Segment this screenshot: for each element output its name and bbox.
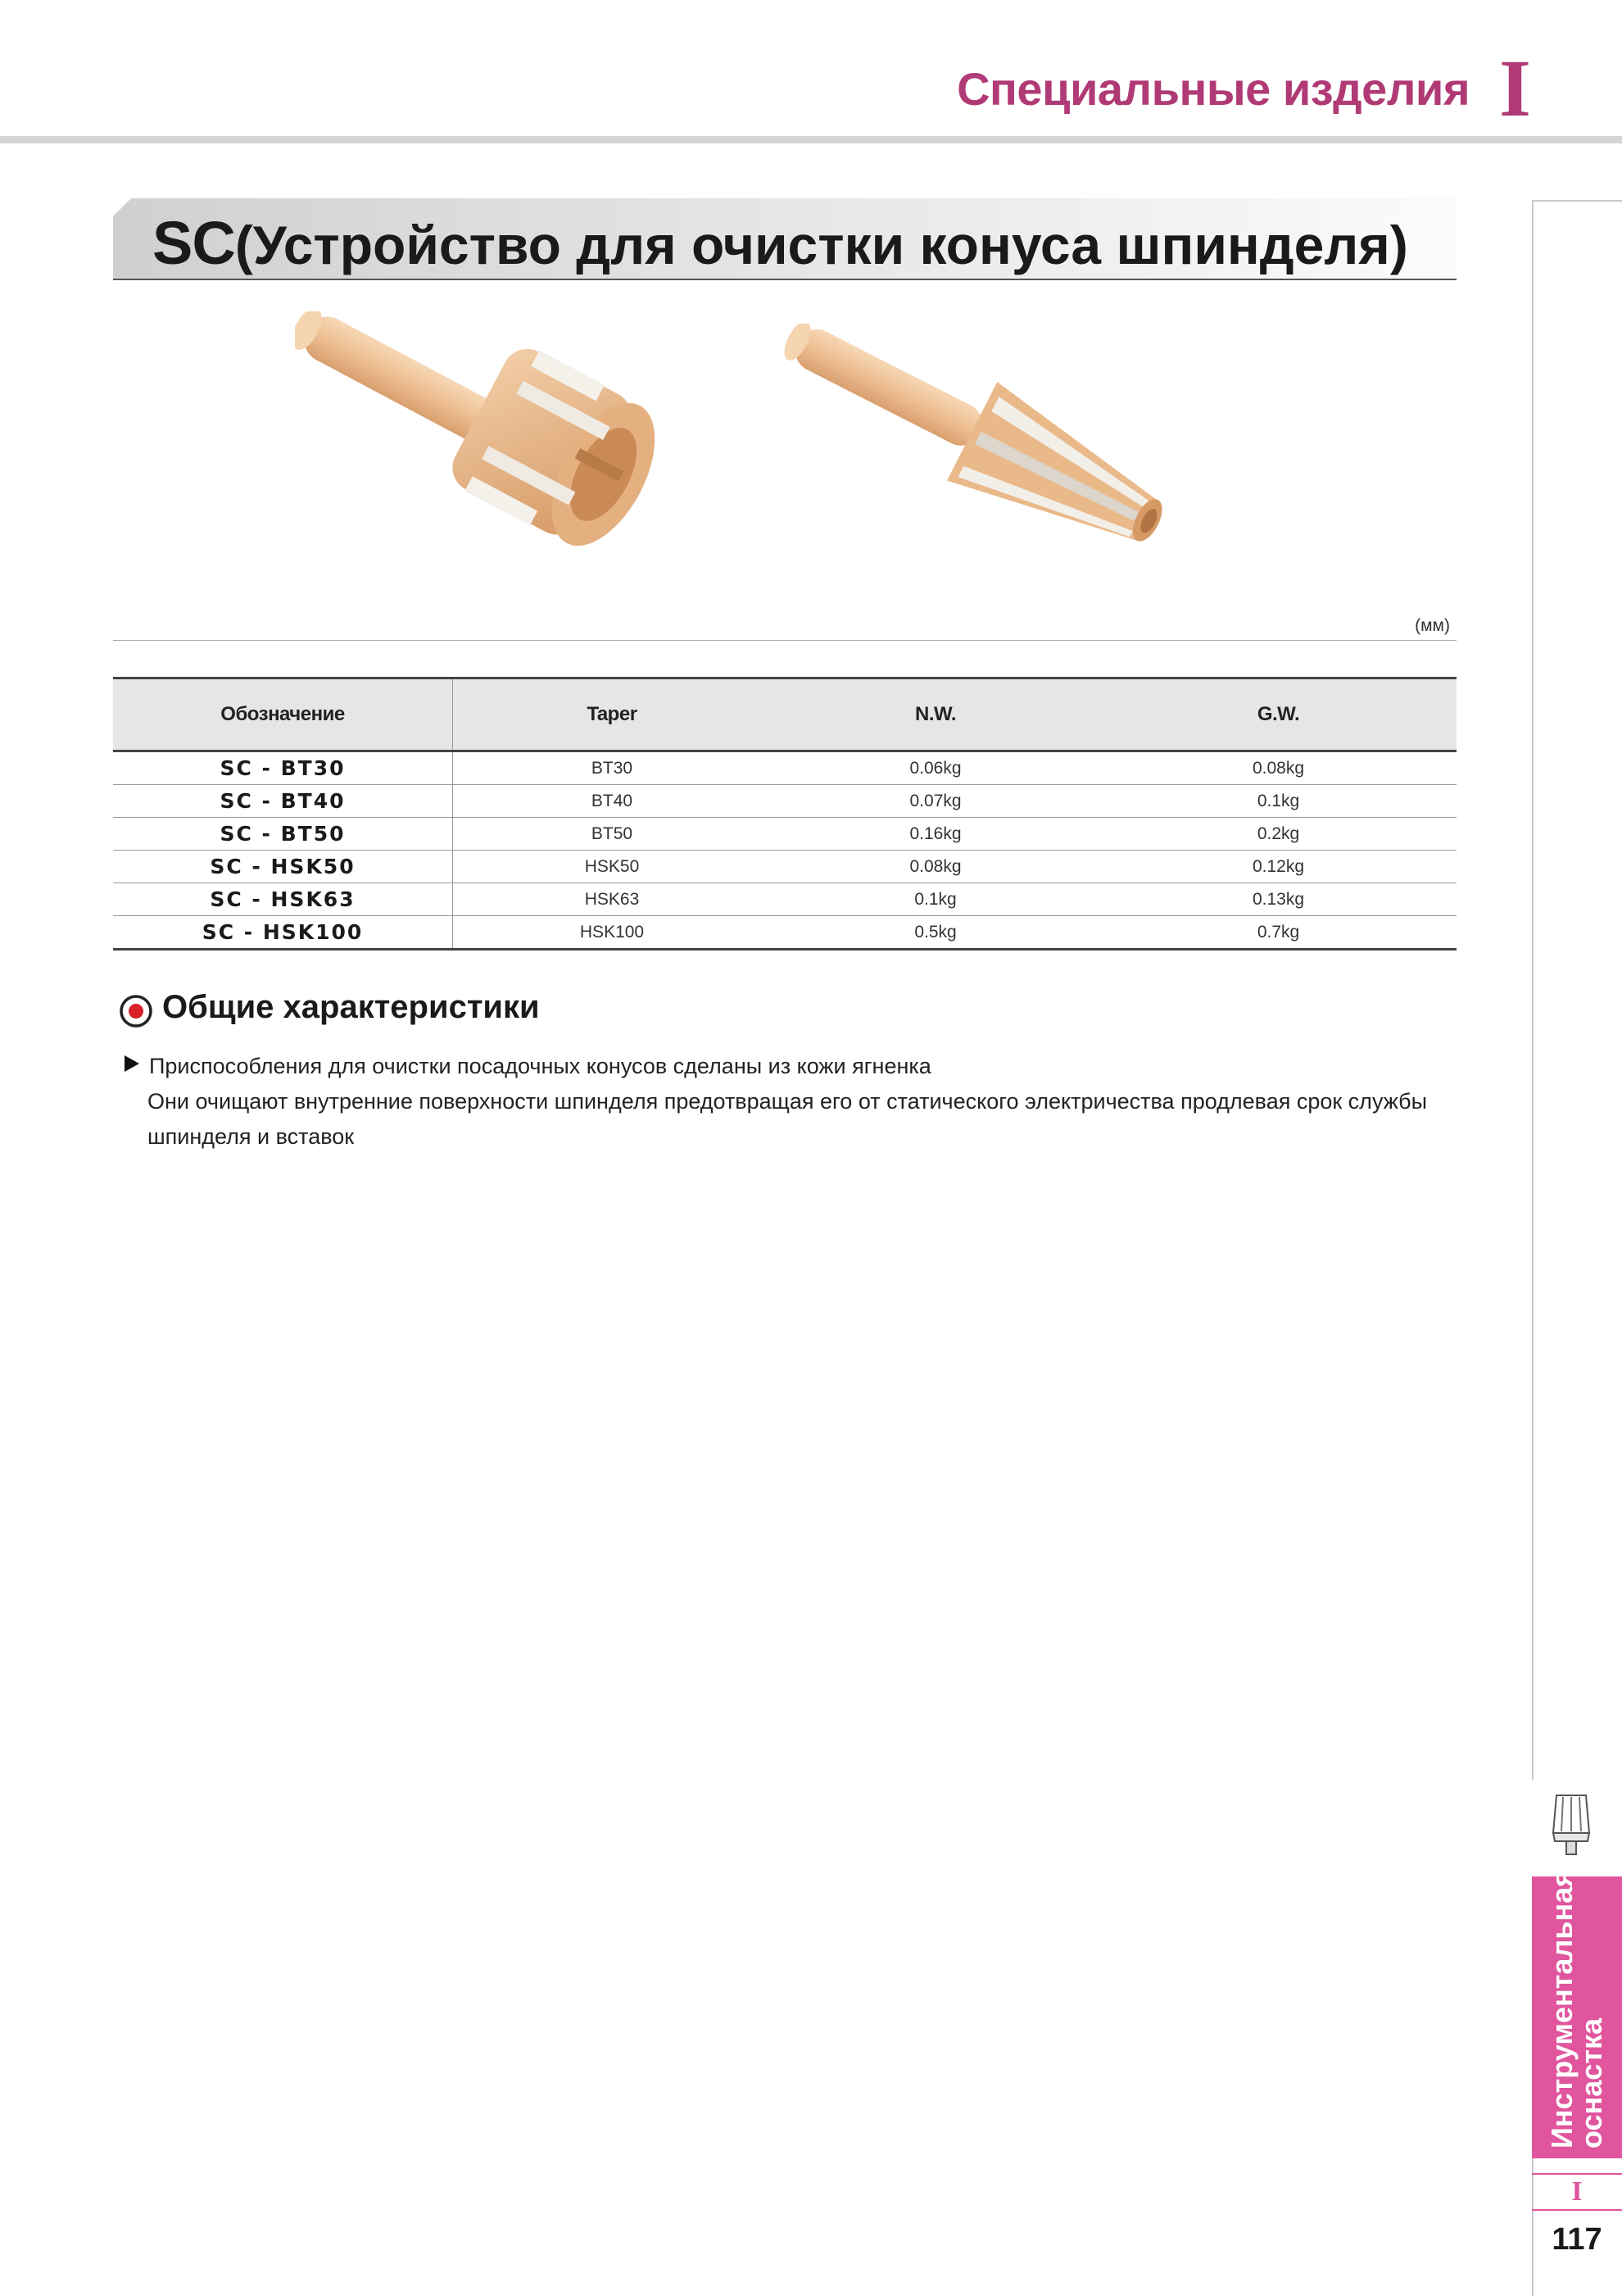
gross-weight-cell: 0.13kg [1100,883,1457,916]
designation-cell: SC - BT40 [113,785,453,818]
product-image-cone-cleaner [778,324,1237,569]
gross-weight-cell: 0.7kg [1100,916,1457,950]
features-text [149,1049,1476,1155]
product-description: (Устройство для очистки конуса шпинделя) [234,215,1408,275]
table-row [113,916,1457,950]
table-row [113,851,1457,883]
chapter-tab-line-2: оснастка [1574,2018,1608,2149]
gross-weight-cell: 0.12kg [1100,851,1457,883]
table-header-row [113,678,1457,751]
chapter-tab-label[interactable] [1534,1869,1620,2157]
taper-cell: BT50 [453,818,772,851]
product-image-crown-cleaner [295,311,721,590]
taper-cell: HSK63 [453,883,772,916]
gross-weight-cell: 0.2kg [1100,818,1457,851]
feature-line-1: Приспособления для очистки посадочных конусов сделаны из кожи ягненка [149,1054,931,1078]
triangle-bullet-icon [125,1055,139,1072]
designation-cell: SC - HSK63 [113,883,453,916]
page-title [152,208,1408,278]
header-divider [0,136,1622,143]
table-row [113,818,1457,851]
net-weight-cell: 0.08kg [771,851,1100,883]
column-header-net-weight: N.W. [771,678,1100,751]
net-weight-cell: 0.07kg [771,785,1100,818]
table-row [113,785,1457,818]
column-header-taper: Taper [453,678,772,751]
spec-table [113,677,1457,951]
designation-cell: SC - BT50 [113,818,453,851]
chapter-tab-line-1: Инструментальная [1545,1869,1579,2149]
column-header-gross-weight: G.W. [1100,678,1457,751]
taper-cell: HSK50 [453,851,772,883]
product-code: SC [152,209,235,277]
section-header-title: Специальные изделия [957,63,1470,115]
chapter-roman-numeral: I [1532,2173,1622,2211]
taper-cell: HSK100 [453,916,772,950]
target-bullet-icon [120,995,152,1028]
feature-line-2: Они очищают внутренние поверхности шпинделя предотвращая его от статического электричества продлевая срок службы шпинделя и вставок [147,1089,1427,1149]
net-weight-cell: 0.16kg [771,818,1100,851]
unit-divider [113,640,1457,641]
gross-weight-cell: 0.1kg [1100,785,1457,818]
features-heading: Общие характеристики [162,989,540,1025]
net-weight-cell: 0.06kg [771,751,1100,785]
net-weight-cell: 0.5kg [771,916,1100,950]
table-row [113,883,1457,916]
unit-label: (мм) [1415,616,1450,635]
net-weight-cell: 0.1kg [771,883,1100,916]
table-row [113,751,1457,785]
taper-cell: BT40 [453,785,772,818]
designation-cell: SC - BT30 [113,751,453,785]
side-frame [1532,200,1622,1780]
page-number: 117 [1552,2222,1602,2257]
taper-cell: BT30 [453,751,772,785]
collet-icon [1542,1790,1601,1856]
section-roman-numeral: I [1499,43,1531,134]
column-header-designation: Обозначение [113,678,453,751]
designation-cell: SC - HSK50 [113,851,453,883]
gross-weight-cell: 0.08kg [1100,751,1457,785]
designation-cell: SC - HSK100 [113,916,453,950]
